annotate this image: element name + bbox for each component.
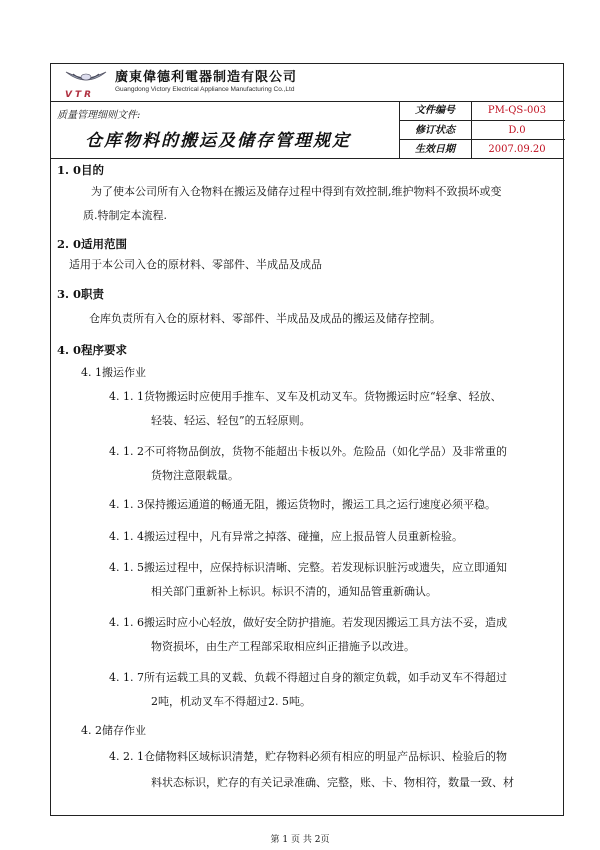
list-item: 4. 1. 2不可将物品倒放，货物不能超出卡板以外。危险品（如化学品）及非常重的 <box>109 445 507 458</box>
meta-value: 2007.09.20 <box>488 144 546 155</box>
company-name-en: Guangdong Victory Electrical Appliance Manufacturing Co.,Ltd <box>115 85 295 93</box>
meta-row-doc-number <box>399 101 565 120</box>
document-frame <box>50 63 564 816</box>
meta-value: D.0 <box>508 125 526 136</box>
meta-key: 生效日期 <box>415 144 455 155</box>
meta-value: PM-QS-003 <box>487 105 547 116</box>
section-heading: 4. 0程序要求 <box>57 343 128 357</box>
paragraph-line: 为了使本公司所有入仓物料在搬运及储存过程中得到有效控制,维护物料不致损坏或变 <box>91 185 502 198</box>
paragraph-line: 仓库负责所有入仓的原材料、零部件、半成品及成品的搬运及储存控制。 <box>89 312 441 325</box>
company-logo <box>63 68 109 100</box>
section-heading: 2. 0适用范围 <box>57 237 128 251</box>
logo-letters: VTR <box>65 90 95 100</box>
meta-row-effective-date <box>399 139 565 159</box>
paragraph-line: 质.特制定本流程. <box>83 209 167 222</box>
section-heading: 1. 0目的 <box>57 163 105 177</box>
meta-key: 修订状态 <box>415 125 455 136</box>
section-heading: 3. 0职责 <box>57 287 105 301</box>
header-bottom-divider <box>51 158 563 159</box>
list-item: 料状态标识，贮存的有关记录准确、完整，账、卡、物相符，数量一致、材 <box>151 776 514 789</box>
list-item: 4. 1. 7所有运载工具的叉载、负载不得超过自身的额定负载，如手动叉车不得超过 <box>109 671 507 684</box>
list-item: 货物注意限载量。 <box>151 469 239 482</box>
logo-emblem-icon <box>63 68 109 92</box>
company-name-cn: 廣東偉德利電器制造有限公司 <box>115 69 298 85</box>
list-item: 相关部门重新补上标识。标识不清的，通知品管重新确认。 <box>151 585 437 598</box>
list-item: 2吨，机动叉车不得超过2. 5吨。 <box>151 695 311 708</box>
doc-meta-table <box>399 101 563 158</box>
company-header <box>63 68 298 100</box>
list-item: 4. 1. 1货物搬运时应使用手推车、叉车及机动叉车。货物搬运时应“轻拿、轻放、 <box>109 390 502 403</box>
doc-category: 质量管理细则文件: <box>57 110 141 121</box>
list-item: 轻装、轻运、轻包”的五轻原则。 <box>151 414 311 427</box>
list-item: 物资损坏，由生产工程部采取相应纠正措施予以改进。 <box>151 640 415 653</box>
paragraph-line: 适用于本公司入仓的原材料、零部件、半成品及成品 <box>69 258 322 271</box>
page-footer: 第 1 页 共 2页 <box>270 835 330 845</box>
list-item: 4. 1. 4搬运过程中，凡有异常之掉落、碰撞，应上报品管人员重新检验。 <box>109 530 463 543</box>
subsection-heading: 4. 2储存作业 <box>81 724 146 737</box>
list-item: 4. 2. 1仓储物料区域标识清楚，贮存物料必须有相应的明显产品标识、检验后的物 <box>109 750 507 763</box>
meta-key: 文件编号 <box>415 105 455 116</box>
meta-row-revision <box>399 120 565 140</box>
list-item: 4. 1. 3保持搬运通道的畅通无阻，搬运货物时，搬运工具之运行速度必须平稳。 <box>109 498 496 511</box>
list-item: 4. 1. 5搬运过程中，应保持标识清晰、完整。若发现标识脏污或遗失，应立即通知 <box>109 561 507 574</box>
page-title: 仓库物料的搬运及储存管理规定 <box>85 131 351 151</box>
subsection-heading: 4. 1搬运作业 <box>81 366 146 379</box>
list-item: 4. 1. 6搬运时应小心轻放，做好安全防护措施。若发现因搬运工具方法不妥，造成 <box>109 616 507 629</box>
